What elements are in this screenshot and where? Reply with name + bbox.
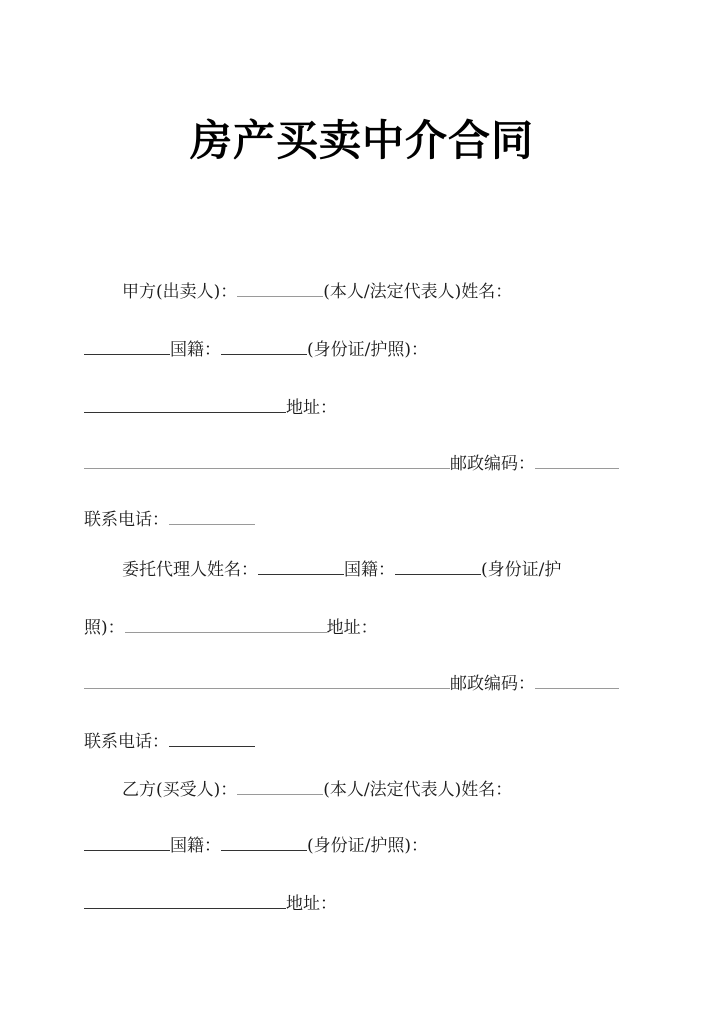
party-a-label: 甲方(出卖人)： <box>122 282 238 302</box>
party-b-line-3 <box>84 892 640 915</box>
agent-nationality-label: 国籍： <box>344 560 395 580</box>
agent-address-blank[interactable] <box>84 672 450 689</box>
agent-phone-label: 联系电话： <box>84 732 169 752</box>
agent-name-blank[interactable] <box>258 558 344 575</box>
party-a-id-type: (身份证/护照)： <box>307 340 428 360</box>
agent-line-3 <box>84 672 640 695</box>
party-a-phone-blank[interactable] <box>169 508 255 525</box>
party-a-id-number-blank[interactable] <box>84 396 286 413</box>
party-a-rep-name-blank[interactable] <box>84 338 170 355</box>
agent-postcode-label: 邮政编码： <box>450 674 535 694</box>
party-b-id-type: (身份证/护照)： <box>307 836 428 856</box>
agent-id-number-blank[interactable] <box>125 616 327 633</box>
agent-phone-blank[interactable] <box>169 730 255 747</box>
party-a-nationality-blank[interactable] <box>221 338 307 355</box>
party-a-address-label: 地址： <box>286 398 337 418</box>
party-b-label: 乙方(买受人)： <box>122 780 238 800</box>
agent-id-type-part-1: (身份证/护 <box>481 560 562 580</box>
party-b-line-2 <box>84 834 640 857</box>
agent-id-type-part-2: 照)： <box>84 618 125 638</box>
party-a-nationality-label: 国籍： <box>170 340 221 360</box>
party-b-nationality-blank[interactable] <box>221 834 307 851</box>
agent-postcode-blank[interactable] <box>535 672 619 689</box>
party-a-name-blank[interactable] <box>237 280 323 297</box>
party-b-id-number-blank[interactable] <box>84 892 286 909</box>
agent-nationality-blank[interactable] <box>395 558 481 575</box>
document-title: 房产买卖中介合同 <box>189 116 534 165</box>
agent-name-label: 委托代理人姓名： <box>122 560 258 580</box>
party-a-address-blank[interactable] <box>84 452 450 469</box>
party-b-nationality-label: 国籍： <box>170 836 221 856</box>
party-a-postcode-blank[interactable] <box>535 452 619 469</box>
party-b-rep-note: (本人/法定代表人)姓名： <box>323 780 513 800</box>
party-a-rep-note: (本人/法定代表人)姓名： <box>323 282 513 302</box>
party-b-rep-name-blank[interactable] <box>84 834 170 851</box>
party-a-line-2 <box>84 338 640 361</box>
party-b-address-label: 地址： <box>286 894 337 914</box>
agent-address-label: 地址： <box>326 618 378 638</box>
agent-line-2 <box>84 616 640 639</box>
party-a-line-5 <box>84 508 640 531</box>
agent-line-4 <box>84 730 640 753</box>
party-a-postcode-label: 邮政编码： <box>450 454 535 474</box>
party-b-line-1 <box>122 778 678 801</box>
party-a-phone-label: 联系电话： <box>84 510 169 530</box>
party-a-line-1 <box>122 280 678 303</box>
party-a-line-4 <box>84 452 640 475</box>
agent-line-1 <box>122 558 678 581</box>
party-a-line-3 <box>84 396 640 419</box>
party-b-name-blank[interactable] <box>237 778 323 795</box>
